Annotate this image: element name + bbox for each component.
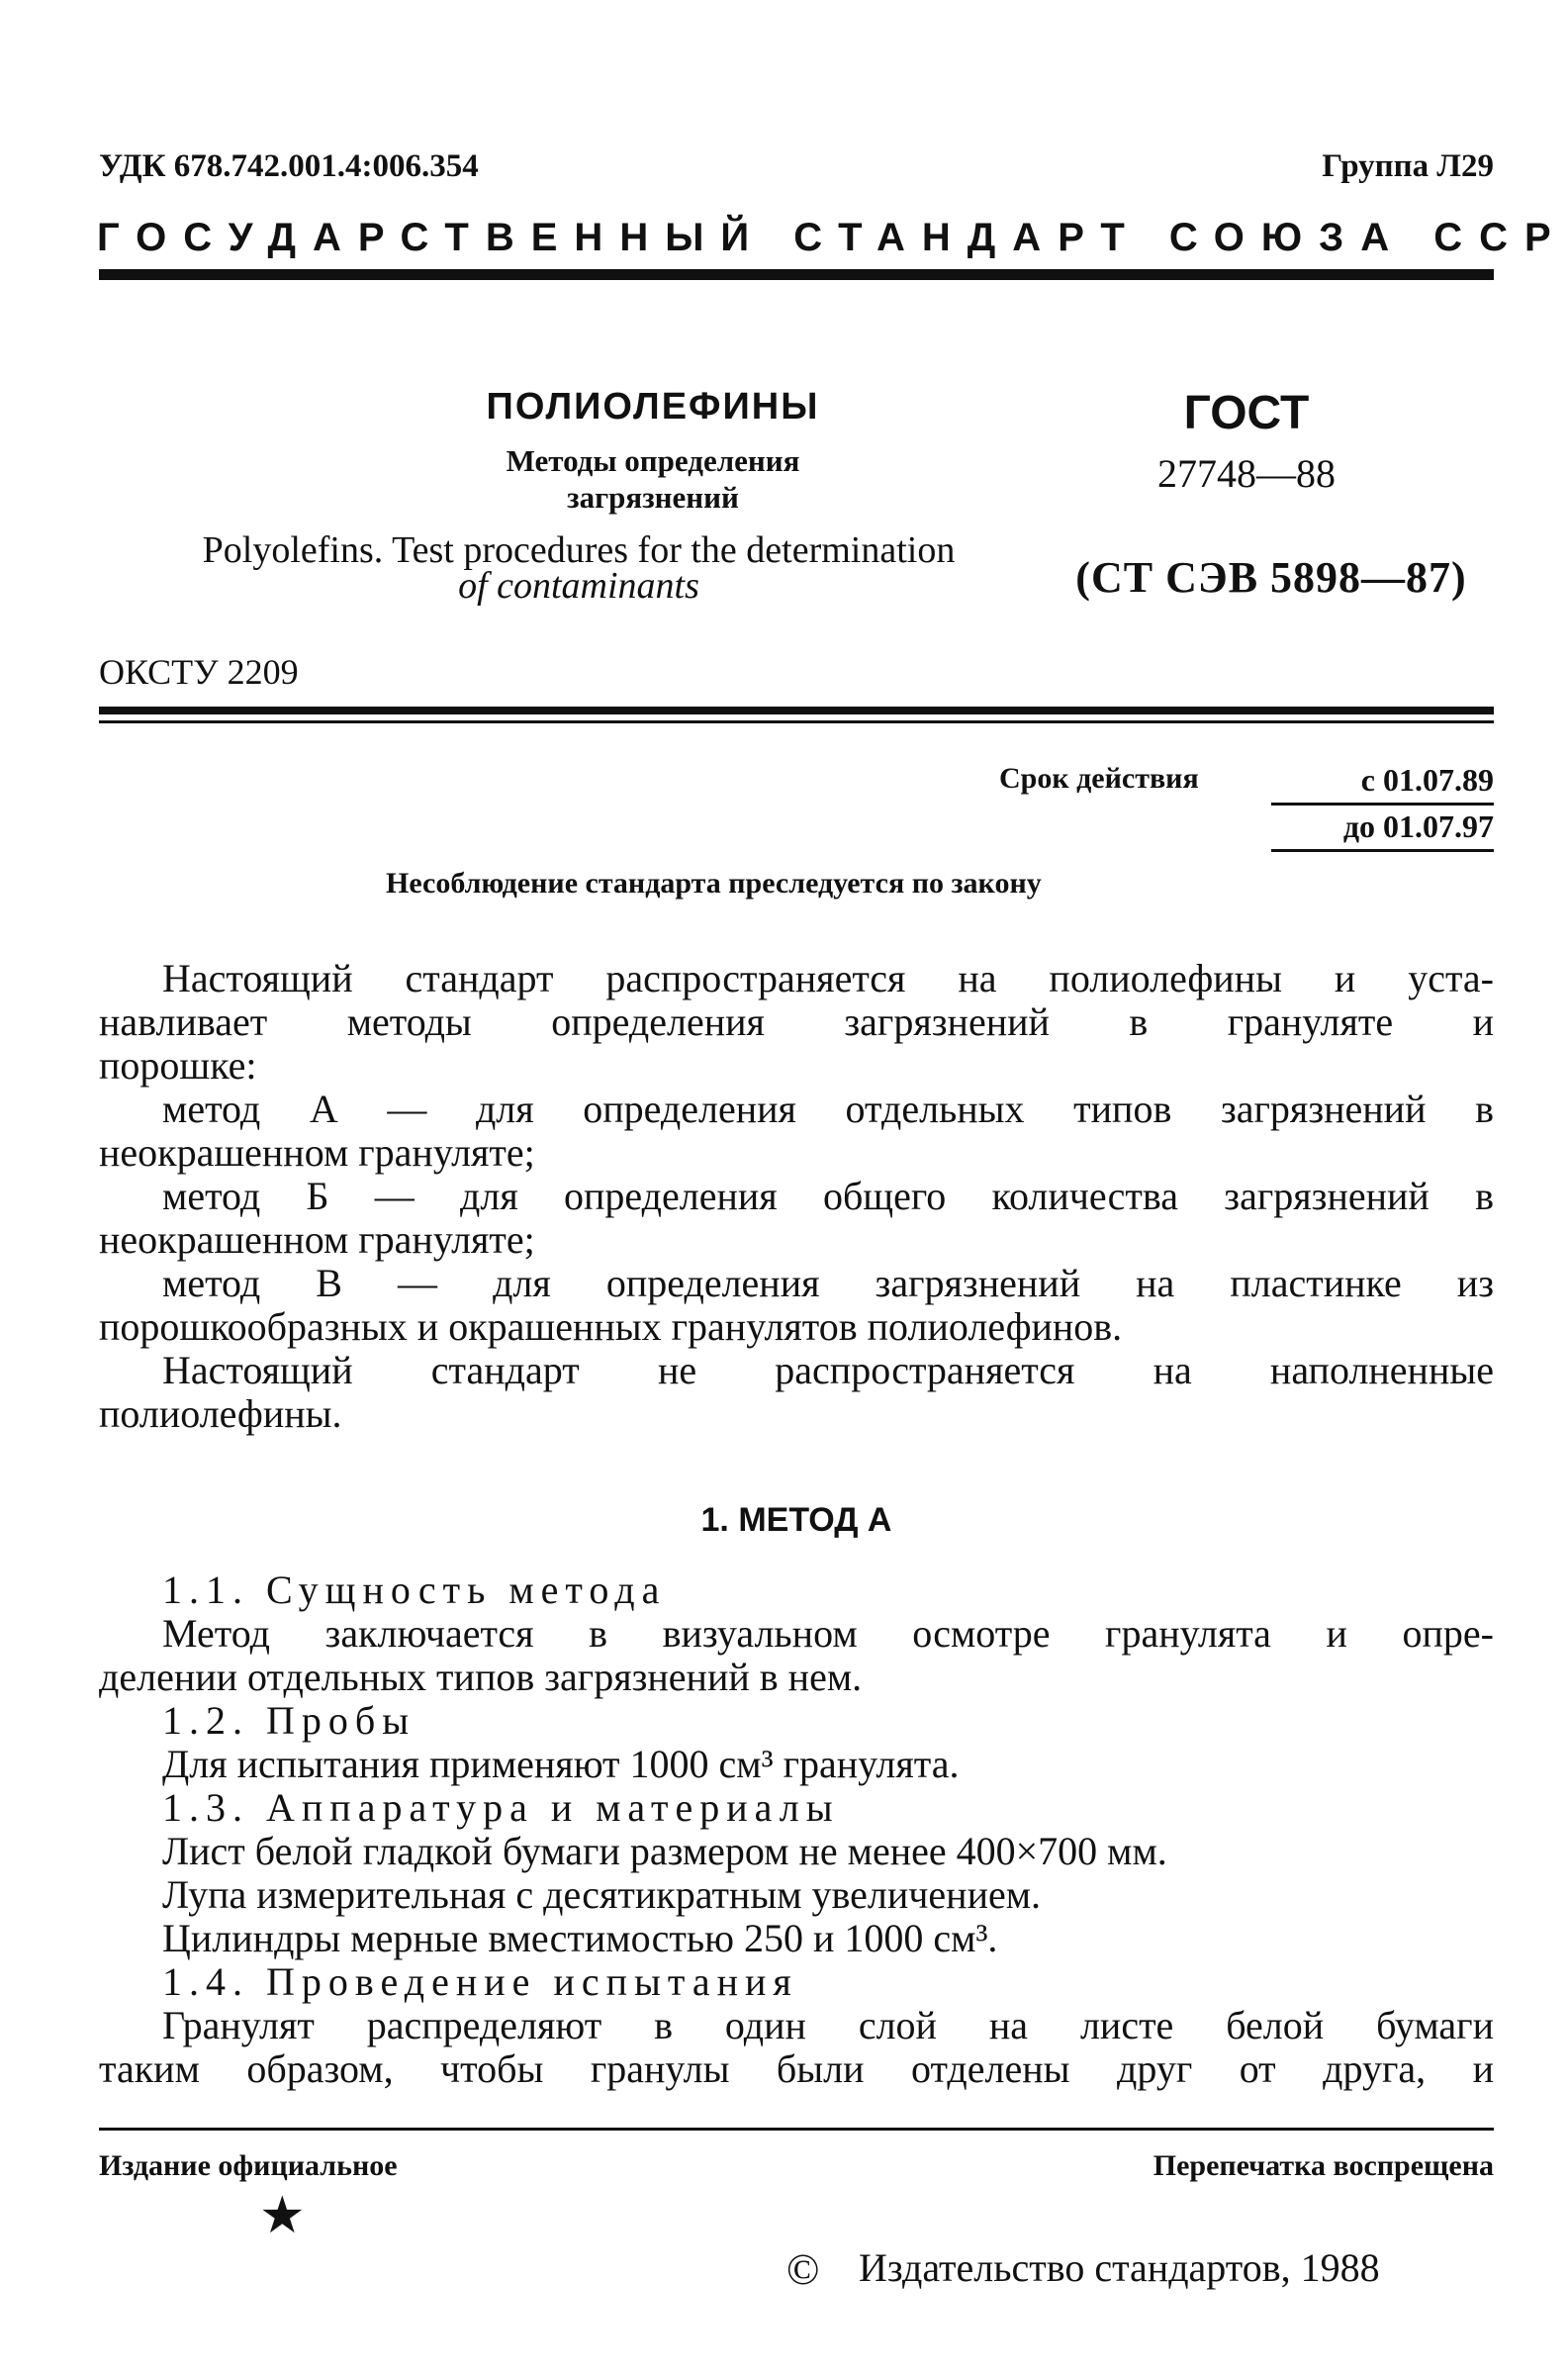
- text-line: метод Б — для определения общего количества загрязнений в: [162, 1174, 1494, 1218]
- subsection-title: 1.1. Сущность метода: [162, 1567, 667, 1612]
- text-line: таким образом, чтобы гранулы были отделены друг от друга, и: [99, 2046, 1494, 2091]
- subsection-title: 1.2. Пробы: [162, 1698, 416, 1743]
- reprint-prohibited: Перепечатка воспрещена: [1153, 2149, 1494, 2182]
- text-line: порошкообразных и окрашенных гранулятов полиолефинов.: [99, 1304, 1123, 1349]
- english-title-line1: Polyolefins. Test procedures for the determination: [202, 529, 956, 571]
- compliance-notice: Несоблюдение стандарта преследуется по закону: [386, 867, 1042, 900]
- document-subtitle-line2: загрязнений: [567, 480, 739, 515]
- intro-text: [99, 957, 1494, 1436]
- text-line: порошке:: [99, 1043, 257, 1088]
- section-heading: 1. МЕТОД А: [700, 1501, 892, 1539]
- text-line: делении отдельных типов загрязнений в нем.: [99, 1655, 863, 1699]
- document-subtitle-line1: Методы определения: [506, 443, 800, 478]
- copyright-icon: ©: [786, 2245, 820, 2294]
- state-standard-banner: ГОСУДАРСТВЕННЫЙ СТАНДАРТ СОЮЗА ССР: [97, 216, 1568, 259]
- text-line: неокрашенном грануляте;: [99, 1130, 535, 1175]
- text-line: Настоящий стандарт не распространяется на наполненные: [162, 1348, 1494, 1392]
- text-line: метод А — для определения отдельных типов загрязнений в: [162, 1087, 1494, 1131]
- validity-from: с 01.07.89: [1360, 762, 1494, 798]
- gost-label: ГОСТ: [1183, 387, 1310, 439]
- subsection-title: 1.3. Аппаратура и материалы: [162, 1785, 840, 1830]
- header-thick-rule: [99, 269, 1494, 280]
- st-sev-number: (СТ СЭВ 5898—87): [1075, 553, 1467, 602]
- text-line: Лист белой гладкой бумаги размером не менее 400×700 мм.: [162, 1829, 1167, 1873]
- text-line: неокрашенном грануляте;: [99, 1217, 535, 1262]
- publisher-line: Издательство стандартов, 1988: [859, 2245, 1380, 2290]
- star-icon: ★: [259, 2188, 306, 2244]
- text-line: навливает методы определения загрязнений в грануляте и: [99, 999, 1494, 1044]
- validity-to-rule: [1271, 849, 1494, 852]
- validity-from-rule: [1271, 803, 1494, 806]
- text-line: Лупа измерительная с десятикратным увеличением.: [162, 1872, 1042, 1917]
- text-line: полиолефины.: [99, 1391, 342, 1436]
- footer-rule: [99, 2128, 1494, 2131]
- text-line: метод В — для определения загрязнений на пластинке из: [162, 1261, 1494, 1305]
- group-code: Группа Л29: [1322, 148, 1494, 184]
- okstu-code: ОКСТУ 2209: [99, 652, 299, 692]
- validity-label: Срок действия: [999, 762, 1199, 795]
- subsection-title: 1.4. Проведение испытания: [162, 1959, 798, 2004]
- text-line: Для испытания применяют 1000 см³ гранулята.: [162, 1742, 960, 1786]
- validity-to: до 01.07.97: [1342, 808, 1494, 844]
- official-edition: Издание официальное: [99, 2149, 398, 2182]
- section1-text: [99, 1568, 1494, 2091]
- title-rule-thick: [99, 707, 1494, 714]
- text-line: Настоящий стандарт распространяется на полиолефины и уста-: [162, 956, 1494, 1000]
- text-line: Метод заключается в визуальном осмотре гранулята и опре-: [162, 1611, 1494, 1656]
- text-line: Гранулят распределяют в один слой на листе белой бумаги: [162, 2003, 1494, 2047]
- gost-number: 27748—88: [1157, 451, 1336, 496]
- title-rule-thin: [99, 720, 1494, 723]
- english-title-line2: of contaminants: [458, 565, 699, 607]
- document-title: ПОЛИОЛЕФИНЫ: [486, 386, 820, 427]
- udc-code: УДК 678.742.001.4:006.354: [99, 148, 479, 184]
- text-line: Цилиндры мерные вместимостью 250 и 1000 см³.: [162, 1916, 998, 1960]
